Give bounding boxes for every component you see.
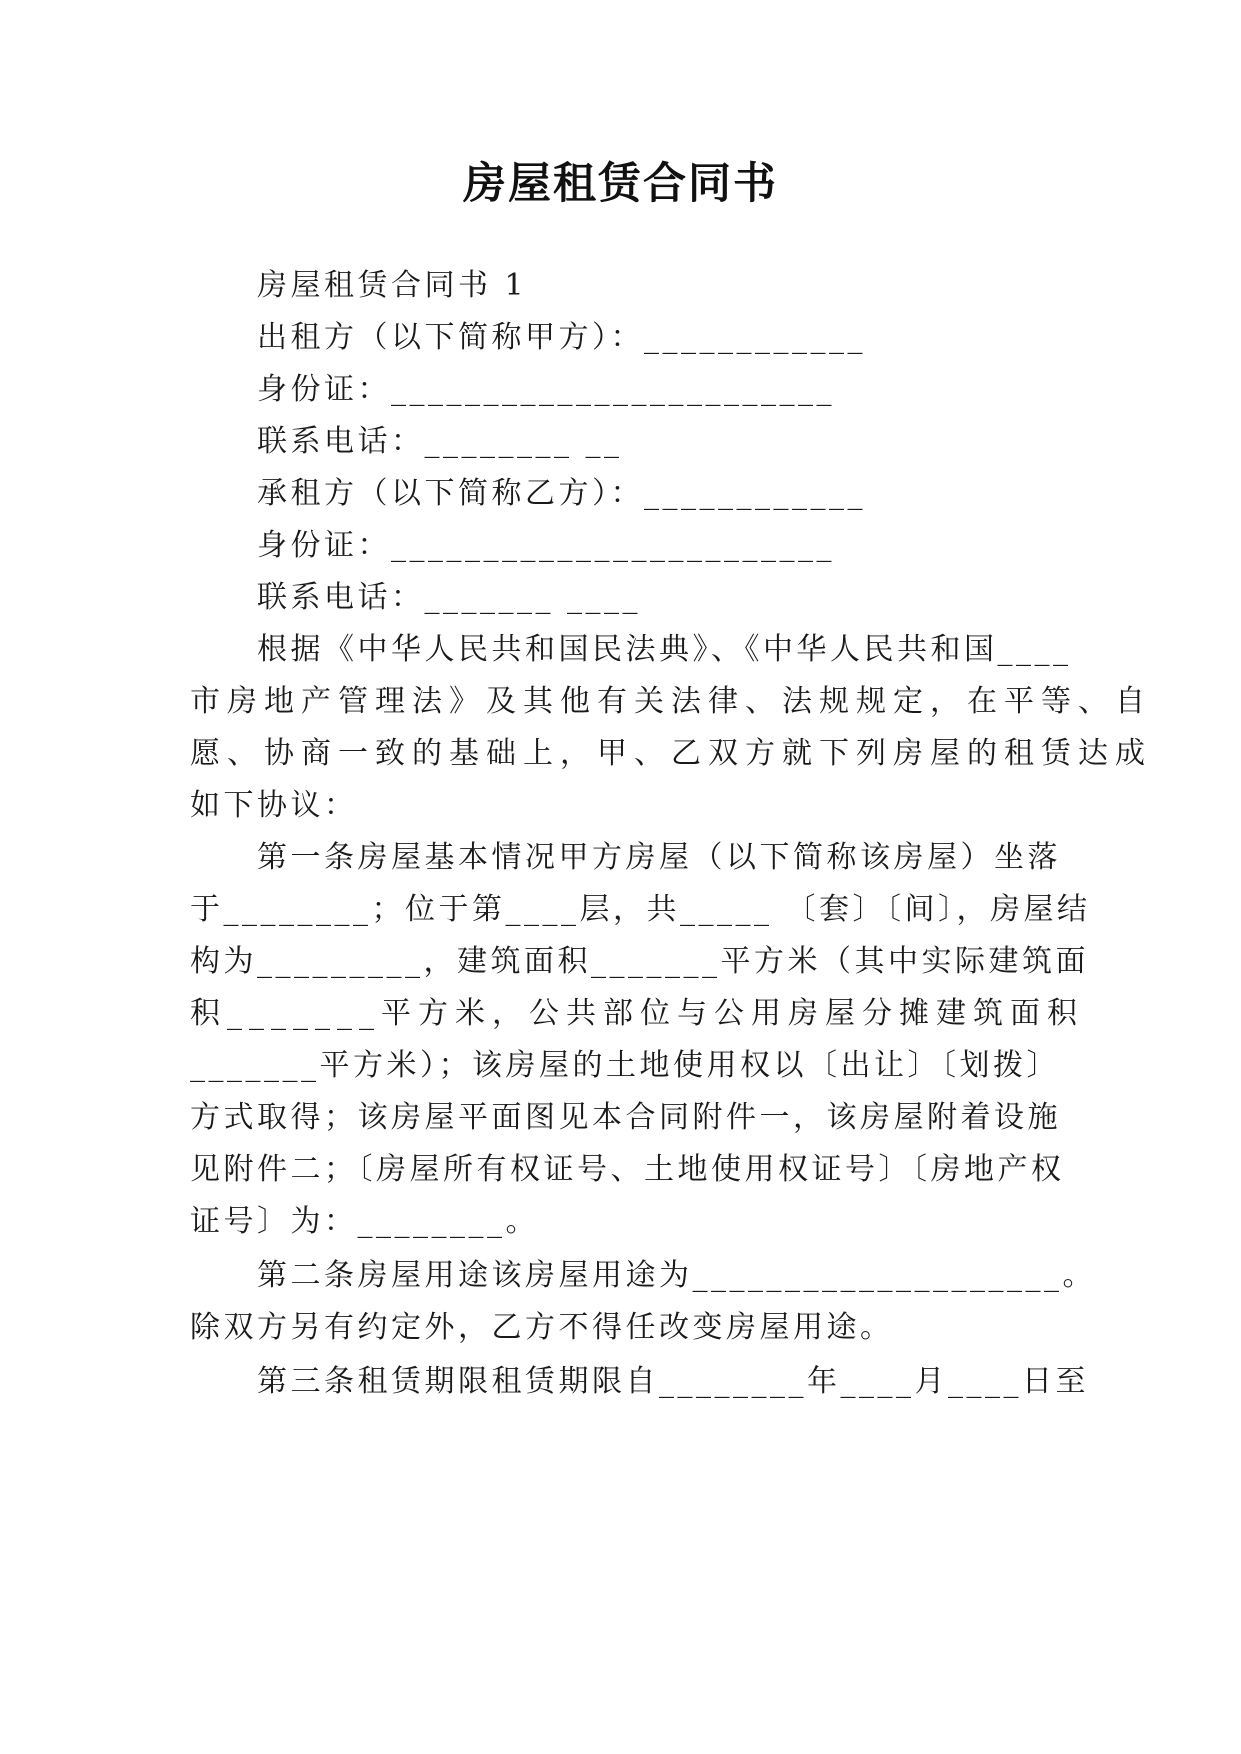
paragraph-line: 积_______平方米，公共部位与公用房屋分摊建筑面积 [190, 996, 1084, 1031]
paragraph-line: 第二条房屋用途该房屋用途为____________________。 [257, 1258, 1096, 1293]
paragraph-line: 除双方另有约定外，乙方不得任改变房屋用途。 [190, 1310, 894, 1345]
paragraph-line: 第三条租赁期限租赁期限自________年____月____日至 [257, 1364, 1089, 1399]
doc-subtitle: 房屋租赁合同书 1 [257, 268, 528, 303]
lessee-phone-line: 联系电话：_______ ____ [257, 580, 642, 615]
paragraph-line: 第一条房屋基本情况甲方房屋（以下简称该房屋）坐落 [257, 840, 1061, 875]
lessee-line: 承租方（以下简称乙方）：____________ [257, 476, 866, 511]
paragraph-line: _______平方米）；该房屋的土地使用权以〔出让〕〔划拨〕 [190, 1048, 1060, 1083]
paragraph-line: 方式取得；该房屋平面图见本合同附件一，该房屋附着设施 [190, 1100, 1061, 1135]
paragraph-line: 构为_________，建筑面积_______平方米（其中实际建筑面 [190, 944, 1089, 979]
paragraph-line: 愿、协商一致的基础上，甲、乙双方就下列房屋的租赁达成 [190, 736, 1152, 771]
lessor-phone-line: 联系电话：________ __ [257, 424, 623, 459]
lessee-id-line: 身份证：________________________ [257, 528, 835, 563]
paragraph-line: 市房地产管理法》及其他有关法律、法规规定，在平等、自 [190, 684, 1152, 719]
paragraph-line: 如下协议： [190, 788, 358, 823]
paragraph-line: 见附件二；〔房屋所有权证号、土地使用权证号〕〔房地产权 [190, 1152, 1065, 1187]
document-title: 房屋租赁合同书 [463, 159, 778, 209]
paragraph-line: 证号〕为：________。 [190, 1204, 539, 1239]
paragraph-line: 根据《中华人民共和国民法典》、《中华人民共和国____ [257, 632, 1072, 667]
lessor-id-line: 身份证：________________________ [257, 372, 835, 407]
lessor-line: 出租方（以下简称甲方）：____________ [257, 320, 866, 355]
paragraph-line: 于________；位于第____层，共_____ 〔套〕〔间〕，房屋结 [190, 892, 1091, 927]
